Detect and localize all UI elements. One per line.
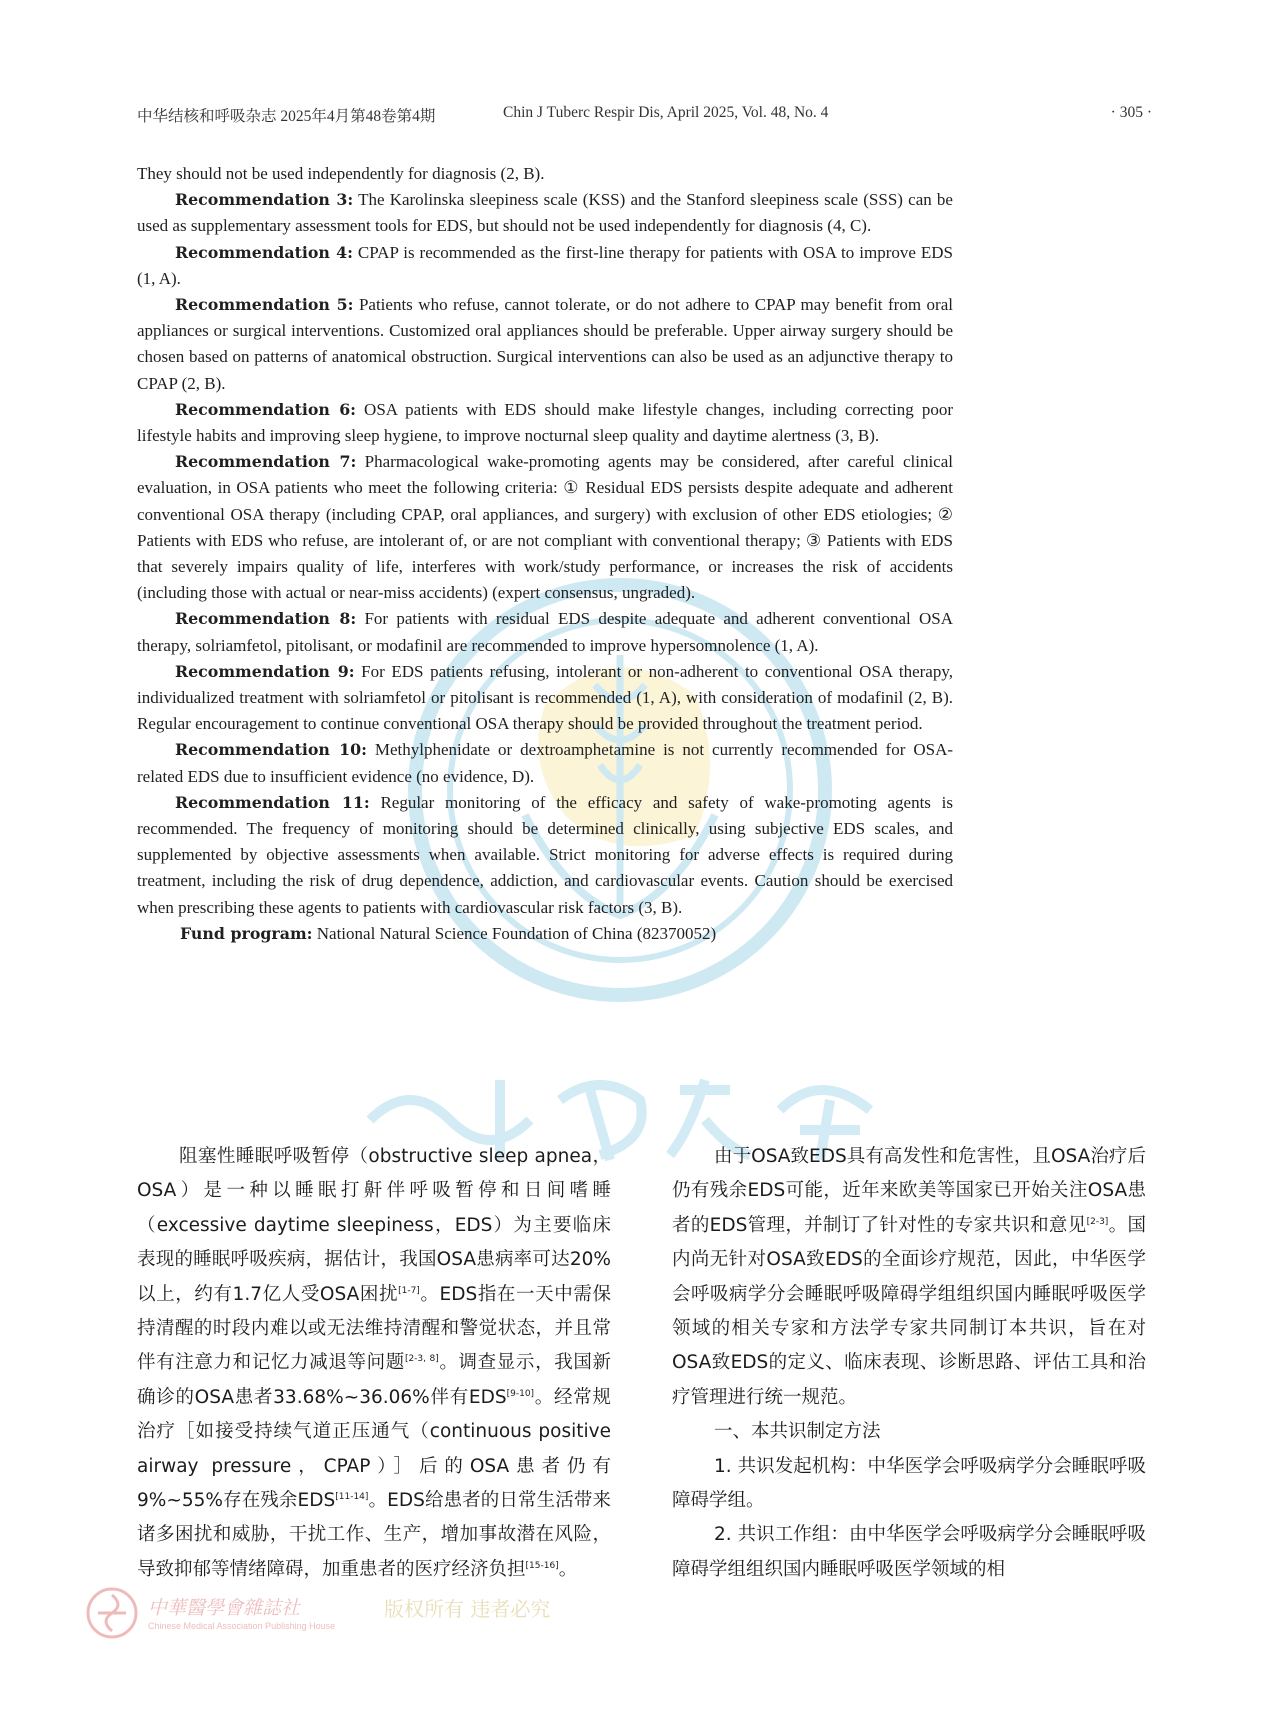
rights-notice: 版权所有 违者必究 bbox=[384, 1597, 551, 1621]
publisher-watermark bbox=[84, 1585, 584, 1645]
intro-paragraph bbox=[137, 1140, 611, 1587]
rec-text: Methylphenidate or dextroamphetamine is not currently recommended for OSA-related EDS due to insufficient evidence (no evidence, D). bbox=[137, 740, 954, 786]
body-column-right bbox=[672, 1140, 1146, 1587]
citation[interactable]: [15-16] bbox=[525, 1560, 559, 1571]
abstract-continuation: They should not be used independently for diagnosis (2, B). bbox=[137, 164, 545, 183]
text-run: 。国内尚无针对OSA致EDS的全面诊疗规范，因此，中华医学会呼吸病学分会睡眠呼吸障碍学组组织国内睡眠呼吸医学领域的相关专家和方法学专家共同制订本共识，旨在对OSA致EDS的定义、临床表现、诊断思路、评估工具和治疗管理进行统一规范。 bbox=[672, 1214, 1146, 1408]
text-run: 。 bbox=[558, 1558, 578, 1580]
method-item-1: 1. 共识发起机构：中华医学会呼吸病学分会睡眠呼吸障碍学组。 bbox=[672, 1455, 1146, 1512]
rec-text: Regular monitoring of the efficacy and safety of wake-promoting agents is recommended. The frequency of monitoring should be determined clinically, using subjective EDS scales, and supplemented by objective assessments when available. Strict monitoring for adverse effects is required during treatment, including the risk of drug dependence, addiction, and cardiovascular events. Caution should be exercised when prescribing these agents to patients with cardiovascular risk factors (3, B). bbox=[137, 792, 953, 917]
fund-label: Fund program: bbox=[180, 923, 313, 943]
recommendation-5 bbox=[137, 292, 953, 397]
rec-label: Recommendation 5: bbox=[175, 295, 354, 315]
recommendation-9 bbox=[137, 659, 953, 738]
rec-text: For patients with residual EDS despite adequate and adherent conventional OSA therapy, solriamfetol, pitolisant, or modafinil are recommended to improve hypersomnolence (1, A). bbox=[137, 609, 953, 655]
recommendation-3 bbox=[137, 187, 953, 239]
text-run: 。EDS给患者的日常生活带来诸多困扰和威胁，干扰工作、生产，增加事故潜在风险，导致抑郁等情绪障碍，加重患者的医疗经济负担 bbox=[137, 1490, 611, 1580]
recommendation-4 bbox=[137, 240, 953, 292]
method-item-2: 2. 共识工作组：由中华医学会呼吸病学分会睡眠呼吸障碍学组组织国内睡眠呼吸医学领域的相 bbox=[672, 1524, 1146, 1580]
rec-text: Patients who refuse, cannot tolerate, or do not adhere to CPAP may benefit from oral appliances or surgical interventions. Customized oral appliances should be preferable. Upper airway surgery should be chosen based on patterns of anatomical obstruction. Surgical interventions can also be used as an adjunctive therapy to CPAP (2, B). bbox=[137, 295, 953, 393]
citation[interactable]: [9-10] bbox=[506, 1388, 535, 1399]
text-run: 阻塞性睡眠呼吸暂停（obstructive sleep apnea，OSA）是一种以睡眠打鼾伴呼吸暂停和日间嗜睡（excessive daytime sleepiness，EDS）为主要临床表现的睡眠呼吸疾病，据估计，我国OSA患病率可达20%以上，约有1.7亿人受OSA困扰 bbox=[137, 1146, 611, 1305]
text-run: 由于OSA致EDS具有高发性和危害性，且OSA治疗后仍有残余EDS可能，近年来欧美等国家已开始关注OSA患者的EDS管理，并制订了针对性的专家共识和意见 bbox=[672, 1146, 1146, 1236]
recommendation-11 bbox=[137, 790, 953, 921]
rec-label: Recommendation 3: bbox=[175, 190, 354, 210]
page-number: · 305 · bbox=[1110, 104, 1152, 121]
rec-label: Recommendation 10: bbox=[175, 740, 367, 760]
rec-label: Recommendation 8: bbox=[175, 609, 357, 629]
english-abstract bbox=[137, 161, 953, 947]
section-heading: 一、本共识制定方法 bbox=[714, 1421, 881, 1443]
rec-text: Pharmacological wake-promoting agents may be considered, after careful clinical evaluation, in OSA patients who meet the following criteria: ① Residual EDS persists despite adequate and adherent conventional OSA therapy (including CPAP, oral appliances, and surgery) with exclusion of other EDS etiologies; ② Patients with EDS who refuse, are intolerant of, or are not compliant with conventional therapy; ③ Patients with EDS that severely impairs quality of life, interferes with work/study performance, or increases the risk of accidents (including those with actual or near-miss accidents) (expert consensus, ungraded). bbox=[137, 452, 953, 603]
citation[interactable]: [2-3] bbox=[1086, 1216, 1109, 1227]
citation[interactable]: [2-3, 8] bbox=[404, 1354, 439, 1365]
text-run: 。经常规治疗［如接受持续气道正压通气（continuous positive airway pressure，CPAP）］后的OSA患者仍有9%~55%存在残余EDS bbox=[137, 1386, 611, 1512]
body-column-left bbox=[137, 1140, 611, 1587]
recommendation-8 bbox=[137, 606, 953, 658]
recommendation-10 bbox=[137, 737, 953, 789]
rec-text: OSA patients with EDS should make lifestyle changes, including correcting poor lifestyle habits and improving sleep hygiene, to improve nocturnal sleep quality and daytime alertness (3, B). bbox=[137, 399, 953, 446]
citation[interactable]: [11-14] bbox=[335, 1492, 369, 1503]
background-paragraph bbox=[672, 1140, 1146, 1415]
journal-title-en: Chin J Tuberc Respir Dis, April 2025, Vol. 48, No. 4 bbox=[503, 104, 829, 121]
publisher-logo-icon bbox=[84, 1585, 140, 1641]
rec-label: Recommendation 6: bbox=[175, 399, 357, 419]
rec-label: Recommendation 9: bbox=[175, 661, 355, 681]
recommendation-7 bbox=[137, 449, 953, 606]
journal-title-cn: 中华结核和呼吸杂志 2025年4月第48卷第4期 bbox=[137, 108, 436, 125]
text-run: 。调查显示，我国新确诊的OSA患者33.68%~36.06%伴有EDS bbox=[137, 1352, 611, 1408]
rec-label: Recommendation 11: bbox=[175, 792, 370, 812]
fund-text: National Natural Science Foundation of China (82370052) bbox=[312, 923, 717, 943]
publisher-name-cn: 中華醫學會雜誌社 bbox=[148, 1597, 301, 1619]
rec-label: Recommendation 4: bbox=[175, 242, 353, 262]
rec-text: For EDS patients refusing, intolerant or non-adherent to conventional OSA therapy, individualized treatment with solriamfetol or pitolisant is recommended (1, A), with consideration of modafinil (2, B). Regular encouragement to continue conventional OSA therapy should be provided throughout the treatment period. bbox=[137, 661, 953, 734]
text-run: 。EDS指在一天中需保持清醒的时段内难以或无法维持清醒和警觉状态，并且常伴有注意力和记忆力减退等问题 bbox=[137, 1283, 611, 1374]
recommendation-6 bbox=[137, 397, 953, 449]
rec-text: The Karolinska sleepiness scale (KSS) and the Stanford sleepiness scale (SSS) can be used as supplementary assessment tools for EDS, but should not be used independently for diagnosis (4, C). bbox=[137, 190, 953, 236]
rec-text: CPAP is recommended as the first-line therapy for patients with OSA to improve EDS (1, A). bbox=[137, 242, 953, 288]
publisher-name-en: Chinese Medical Association Publishing House bbox=[148, 1621, 336, 1631]
running-header bbox=[137, 104, 1152, 128]
citation[interactable]: [1-7] bbox=[398, 1285, 420, 1296]
rec-label: Recommendation 7: bbox=[175, 452, 357, 472]
fund-program bbox=[137, 921, 953, 947]
